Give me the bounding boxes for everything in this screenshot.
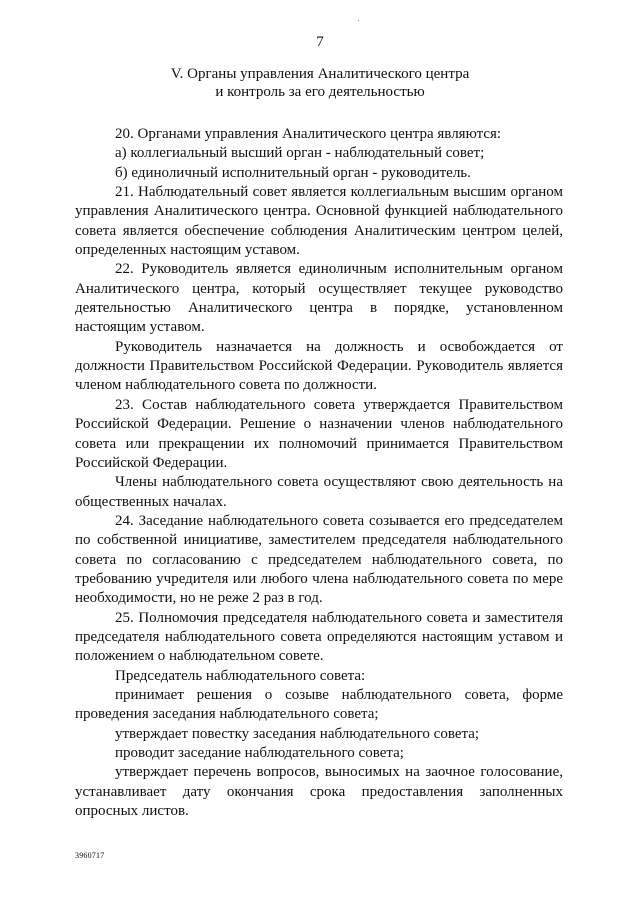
scan-speck — [358, 20, 359, 21]
paragraph-25: 25. Полномочия председателя наблюдательного совета и заместителя председателя наблюдательного совета определяются настоящим уставом и положением о наблюдательном совете. — [75, 609, 563, 665]
paragraph-chairman-intro: Председатель наблюдательного совета: — [115, 667, 366, 684]
document-body — [75, 125, 563, 821]
paragraph-chairman-item-1: принимает решения о созыве наблюдательного совета, форме проведения заседания наблюдательного совета; — [75, 686, 563, 723]
paragraph-23-cont: Члены наблюдательного совета осуществляют свою деятельность на общественных началах. — [75, 474, 563, 510]
section-heading-line-2: и контроль за его деятельностью — [215, 84, 425, 100]
paragraph-chairman-item-2: утверждает повестку заседания наблюдательного совета; — [115, 725, 480, 742]
paragraph-20a: а) коллегиальный высший орган - наблюдательный совет; — [115, 145, 485, 162]
paragraph-21: 21. Наблюдательный совет является коллегиальным высшим органом управления Аналитического центра. Основной функцией наблюдательного совета является обеспечение соблюдения Аналитическим центром целей, определенных настоящим уставом. — [75, 184, 563, 259]
paragraph-22-cont: Руководитель назначается на должность и освобождается от должности Правительством Российской Федерации. Руководитель является членом наблюдательного совета по должности. — [75, 338, 563, 394]
paragraph-20: 20. Органами управления Аналитического центра являются: — [115, 126, 502, 142]
document-code: 3960717 — [75, 851, 105, 860]
section-heading-line-1: V. Органы управления Аналитического центра — [170, 66, 470, 82]
page-number: 7 — [316, 34, 324, 50]
paragraph-chairman-item-3: проводит заседание наблюдательного совета; — [115, 745, 404, 761]
paragraph-20b: б) единоличный исполнительный орган - руководитель. — [115, 164, 471, 181]
paragraph-22: 22. Руководитель является единоличным исполнительным органом Аналитического центра, который осуществляет текущее руководство деятельностью Аналитического центра в порядке, установленном настоящим уставом. — [75, 261, 563, 336]
paragraph-23: 23. Состав наблюдательного совета утверждается Правительством Российской Федерации. Решение о назначении членов наблюдательного совета или прекращении их полномочий принимается Правительством Российской Федерации. — [75, 396, 563, 471]
paragraph-chairman-item-4: утверждает перечень вопросов, выносимых на заочное голосование, устанавливает дату окончания срока предоставления заполненных опросных листов. — [75, 764, 563, 820]
paragraph-24: 24. Заседание наблюдательного совета созывается его председателем по собственной инициативе, заместителем председателя наблюдательного совета по согласованию с председателем наблюдательного совета, по требованию учредителя или любого члена наблюдательного совета по мере необходимости, но не реже 2 раз в год. — [75, 512, 563, 607]
section-heading — [0, 65, 640, 101]
